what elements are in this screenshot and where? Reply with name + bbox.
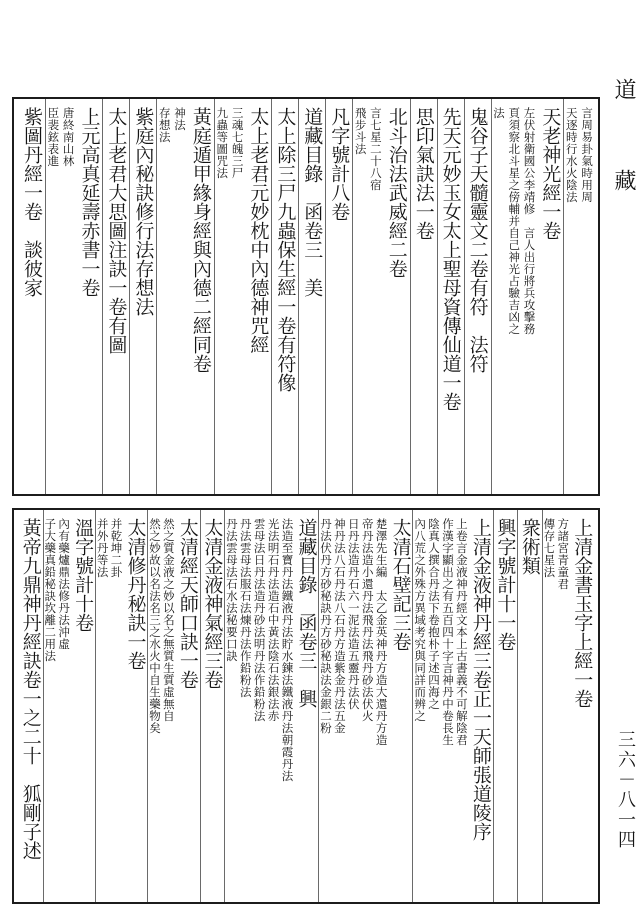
entry-note: 九蟲等圖咒法 <box>215 107 230 179</box>
entry-title: 上清金液神丹經三卷正一天師張道陵序 <box>469 518 492 841</box>
entry-note: 雲母法日丹法造丹砂法明丹法作鉛粉法 <box>252 518 267 722</box>
entry-title: 太上老君大思圖注訣一卷有圖 <box>105 107 128 354</box>
lower-panel-column <box>280 510 294 902</box>
lower-panel-column <box>556 510 570 902</box>
entry-note: 內八荒之外殊方異域考究與同詳而辨之 <box>413 518 428 722</box>
entry-note: 然之質金液之妙以名之無質生質虛無自 <box>161 518 176 722</box>
upper-panel-column <box>18 99 45 494</box>
entry-note: 法造至寶丹法鐵液丹法貯水鍊法鐵液丹法朝霞丹法 <box>280 518 295 782</box>
entry-note: 頁須察北斗星之傍輔并自己神光占驗吉凶之 <box>507 107 522 335</box>
lower-panel-column <box>95 510 109 902</box>
entry-note: 臣裴鉉表進 <box>46 107 61 167</box>
column-rule <box>563 99 564 494</box>
lower-panel-column <box>412 510 426 902</box>
upper-panel-column <box>298 99 325 494</box>
lower-panel-column <box>493 510 518 902</box>
entry-note: 上卷言金液神丹經文本上古書義不可解陰君 <box>454 518 469 746</box>
lower-panel-column <box>18 510 43 902</box>
lower-panel-column <box>318 510 332 902</box>
entry-title: 興字號計十一卷 <box>494 518 517 651</box>
column-rule <box>464 99 465 494</box>
lower-panel-column <box>109 510 123 902</box>
lower-panel-column <box>175 510 200 902</box>
entry-note: 丹法雲母法服石法煉丹法作鉛粉法 <box>238 518 253 698</box>
column-rule <box>43 510 44 902</box>
lower-panel-column <box>161 510 175 902</box>
column-rule <box>200 510 201 902</box>
lower-panel-column <box>374 510 388 902</box>
entry-title: 上清金書玉字上經一卷 <box>571 518 594 708</box>
entry-note: 天逐時行水火陰法 <box>564 107 579 203</box>
entry-note: 方諸宮青童君 <box>556 518 571 590</box>
entry-note: 陰真人撰合丹法下卷抱朴子述四海之 <box>427 518 442 710</box>
entry-title: 先天元妙玉女太上聖母資傳仙道一卷 <box>439 107 462 411</box>
upper-panel-column <box>76 99 103 494</box>
lower-panel-column <box>517 510 542 902</box>
upper-panel-column <box>229 99 244 494</box>
upper-columns <box>14 99 598 494</box>
entry-note: 并乾坤二卦 <box>109 518 124 578</box>
upper-panel-column <box>352 99 367 494</box>
column-rule <box>352 99 353 494</box>
column-rule <box>298 99 299 494</box>
column-rule <box>45 99 46 494</box>
column-rule <box>493 510 494 902</box>
lower-panel-column <box>569 510 594 902</box>
upper-panel-column <box>563 99 578 494</box>
upper-panel-column <box>437 99 464 494</box>
entry-title: 思印氣訣法一卷 <box>412 107 435 240</box>
upper-panel-column <box>271 99 298 494</box>
upper-panel-column <box>156 99 171 494</box>
column-rule <box>410 99 411 494</box>
lower-panel-column <box>43 510 57 902</box>
lower-panel-column <box>468 510 493 902</box>
upper-panel-column <box>368 99 383 494</box>
entry-title: 黃帝九鼎神丹經訣卷一之二十 狐剛子述 <box>19 518 42 860</box>
upper-panel-column <box>244 99 271 494</box>
upper-panel-column <box>187 99 214 494</box>
upper-panel-column <box>383 99 410 494</box>
lower-panel-column <box>542 510 556 902</box>
upper-panel-column <box>410 99 437 494</box>
entry-title: 紫圖丹經一卷 談彼家 <box>20 107 43 297</box>
entry-note: 神法 <box>173 107 188 131</box>
column-rule <box>214 99 215 494</box>
entry-title: 溫字號計十卷 <box>72 518 95 632</box>
lower-panel-column <box>147 510 161 902</box>
entry-note: 然之妙故以名法名三之水火中自生藥物矣 <box>147 518 162 734</box>
column-rule <box>95 510 96 902</box>
entry-title: 太清石壁記三卷 <box>389 518 412 651</box>
upper-panel-column <box>506 99 521 494</box>
column-rule <box>147 510 148 902</box>
upper-panel-column <box>129 99 156 494</box>
entry-title: 黃庭遁甲緣身經與內德二經同卷 <box>189 107 212 373</box>
lower-panel-column <box>346 510 360 902</box>
lower-panel-column <box>440 510 454 902</box>
upper-panel-column <box>102 99 129 494</box>
column-rule <box>102 99 103 494</box>
entry-note: 傳存七星法 <box>542 518 557 578</box>
column-rule <box>542 510 543 902</box>
entry-note: 帝丹法造小還丹法飛丹法飛丹砂法伏火 <box>360 518 375 722</box>
column-rule <box>412 510 413 902</box>
column-rule <box>318 510 319 902</box>
entry-title: 太清金液神氣經三卷 <box>201 518 224 689</box>
column-rule <box>437 99 438 494</box>
entry-note: 作漢字顯出之有五百四十字言神丹中卷長生 <box>440 518 455 746</box>
column-rule <box>156 99 157 494</box>
lower-panel-column <box>266 510 280 902</box>
lower-panel-column <box>56 510 70 902</box>
lower-panel-column <box>360 510 374 902</box>
entry-note: 神丹法八石丹法八石丹方造紫金丹法五金 <box>332 518 347 734</box>
lower-panel-column <box>224 510 238 902</box>
lower-panel-column <box>252 510 266 902</box>
entry-title: 道藏目錄 函卷三 興 <box>295 518 318 708</box>
entry-note: 日丹法造丹石六一泥法造五靈丹法伏 <box>346 518 361 710</box>
entry-title: 太上除三尸九蟲保生經一卷有符像 <box>274 107 297 392</box>
lower-panel-column <box>388 510 413 902</box>
column-rule <box>491 99 492 494</box>
lower-panel-column <box>332 510 346 902</box>
upper-panel-column <box>536 99 563 494</box>
entry-title: 上元高真延壽赤書一卷 <box>78 107 101 297</box>
upper-panel-column <box>45 99 60 494</box>
entry-title: 太清修丹秘訣一卷 <box>124 518 147 670</box>
entry-note: 丹法伏丹方砂秘訣丹方砂秘訣法金銀二粉 <box>318 518 333 734</box>
entry-title: 衆術類 <box>518 518 541 575</box>
lower-panel-column <box>123 510 148 902</box>
margin-title: 道 藏 <box>611 78 636 213</box>
lower-panel <box>12 508 600 904</box>
page-number: 三六－八一四 <box>615 730 636 850</box>
entry-title: 太上老君元妙枕中內德神咒經 <box>247 107 270 354</box>
lower-panel-column <box>426 510 440 902</box>
lower-columns <box>14 510 598 902</box>
entry-note: 光法明石丹法造石中黃法陰石法銀法赤 <box>266 518 281 722</box>
column-rule <box>271 99 272 494</box>
entry-title: 天老神光經一卷 <box>539 107 562 240</box>
column-rule <box>517 510 518 902</box>
entry-note: 法 <box>491 107 506 119</box>
entry-note: 楚澤先生編 太乙金英神丹方造大還丹方造 <box>374 518 389 746</box>
entry-note: 言七星二十八宿 <box>368 107 383 191</box>
upper-panel-column <box>464 99 491 494</box>
entry-note: 子大藥真鉛秘訣坎離二用法 <box>43 518 58 662</box>
entry-note: 并外丹等法 <box>95 518 110 578</box>
lower-panel-column <box>294 510 319 902</box>
upper-panel-column <box>214 99 229 494</box>
upper-panel-column <box>521 99 536 494</box>
entry-note: 三魂七魄三尸 <box>230 107 245 179</box>
upper-panel-column <box>491 99 506 494</box>
entry-title: 北斗治法武威經二卷 <box>385 107 408 278</box>
entry-note: 左伏射衛國公李靖修 言人出行將兵攻擊務 <box>522 107 537 335</box>
entry-title: 鬼谷子天髓靈文二卷有符 法符 <box>466 107 489 373</box>
column-rule <box>325 99 326 494</box>
entry-title: 道藏目錄 函卷三 美 <box>301 107 324 297</box>
lower-panel-column <box>200 510 225 902</box>
lower-panel-column <box>70 510 95 902</box>
upper-panel-column <box>579 99 594 494</box>
column-rule <box>224 510 225 902</box>
entry-title: 紫庭內秘訣修行法存想法 <box>132 107 155 316</box>
entry-note: 飛步斗法 <box>353 107 368 155</box>
entry-title: 凡字號計八卷 <box>328 107 351 221</box>
entry-note: 存想法 <box>157 107 172 143</box>
entry-note: 唐終南山林 <box>61 107 76 167</box>
upper-panel-column <box>60 99 75 494</box>
entry-note: 言周易卦氣時用周 <box>580 107 595 203</box>
upper-panel-column <box>325 99 352 494</box>
entry-note: 內有藥爐鼎法修丹法沖虛 <box>57 518 72 650</box>
upper-panel-column <box>172 99 187 494</box>
entry-note: 丹法雲母法石水法秘要口訣 <box>224 518 239 662</box>
column-rule <box>129 99 130 494</box>
upper-panel <box>12 97 600 496</box>
lower-panel-column <box>238 510 252 902</box>
entry-title: 太清經天師口訣一卷 <box>176 518 199 689</box>
lower-panel-column <box>454 510 468 902</box>
